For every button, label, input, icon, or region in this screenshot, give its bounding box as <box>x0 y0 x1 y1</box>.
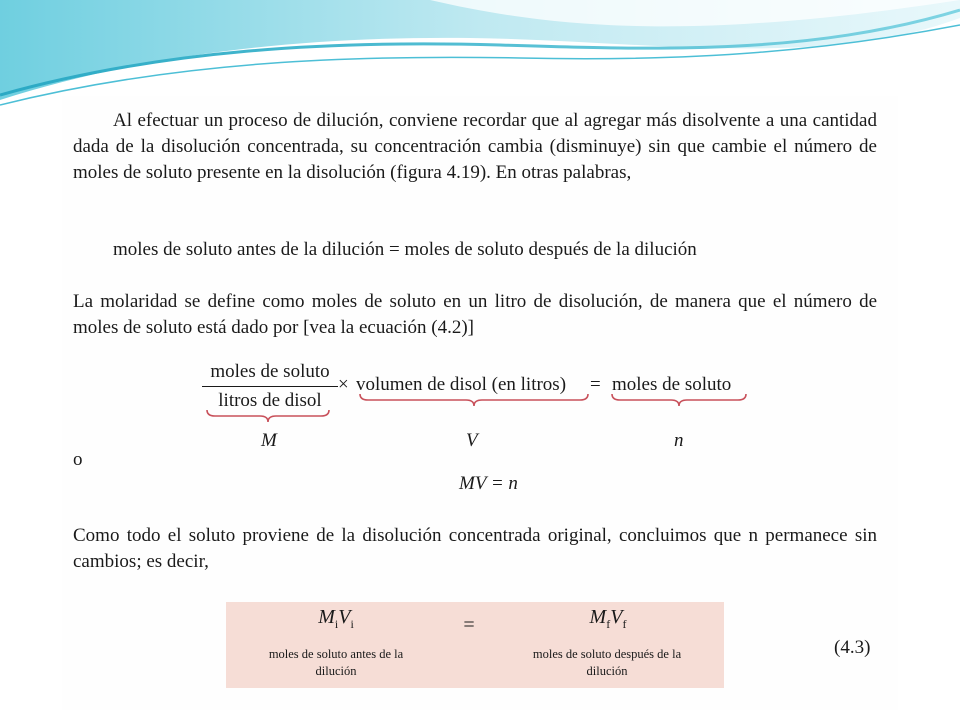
right-m: M <box>589 606 607 628</box>
connector-o: o <box>73 449 83 470</box>
right-caption: moles de soluto después de la dilución <box>532 647 682 678</box>
left-sub-i1: i <box>334 617 339 631</box>
right-sub-f2: f <box>622 617 627 631</box>
paragraph-molarity-definition: La molaridad se define como moles de soluto en un litro de disolución, de manera que el número de moles de soluto está dado por [vea la ecuación (4.2)] <box>73 291 877 338</box>
label-moles: n <box>674 430 684 451</box>
label-molarity: M <box>261 430 277 451</box>
molarity-fraction <box>202 359 338 414</box>
right-sub-f1: f <box>606 617 611 631</box>
left-m: M <box>318 606 335 628</box>
right-mfvf <box>578 606 638 632</box>
times-sign: × <box>338 374 349 395</box>
header-wave-decoration <box>0 0 960 110</box>
paragraph-conclusion: Como todo el soluto proviene de la disolución concentrada original, concluimos que n permanece sin cambios; es decir, <box>73 525 877 572</box>
brace-under-fraction <box>205 408 331 424</box>
left-mivi <box>306 606 366 632</box>
brace-under-volume <box>358 392 590 408</box>
equation-number: (4.3) <box>834 637 871 658</box>
equals-sign: = <box>590 374 601 395</box>
paragraph-dilution-intro: Al efectuar un proceso de dilución, conviene recordar que al agregar más disolvente a una cantidad dada de la disolución concentrada, su concentración cambia (disminuye) sin que cambie el número de moles de soluto presente en la disolución (figura 4.19). En otras palabras, <box>73 110 877 183</box>
left-v: V <box>338 606 351 628</box>
left-caption: moles de soluto antes de la dilución <box>268 647 404 678</box>
fraction-numerator: moles de soluto <box>202 359 338 387</box>
volume-term: volumen de disol (en litros) <box>356 374 567 395</box>
dilution-equation-box <box>226 602 724 688</box>
fraction-denominator: litros de disol <box>218 390 322 411</box>
word-equation: moles de soluto antes de la dilución = moles de soluto después de la dilución <box>113 239 697 260</box>
label-volume: V <box>466 430 478 451</box>
equation-mv-n: MV = n <box>459 473 518 494</box>
brace-under-result <box>610 392 748 408</box>
result-term: moles de soluto <box>612 374 732 395</box>
left-sub-i2: i <box>350 617 354 631</box>
box-equals-sign: = <box>463 614 475 636</box>
right-v: V <box>610 606 623 628</box>
